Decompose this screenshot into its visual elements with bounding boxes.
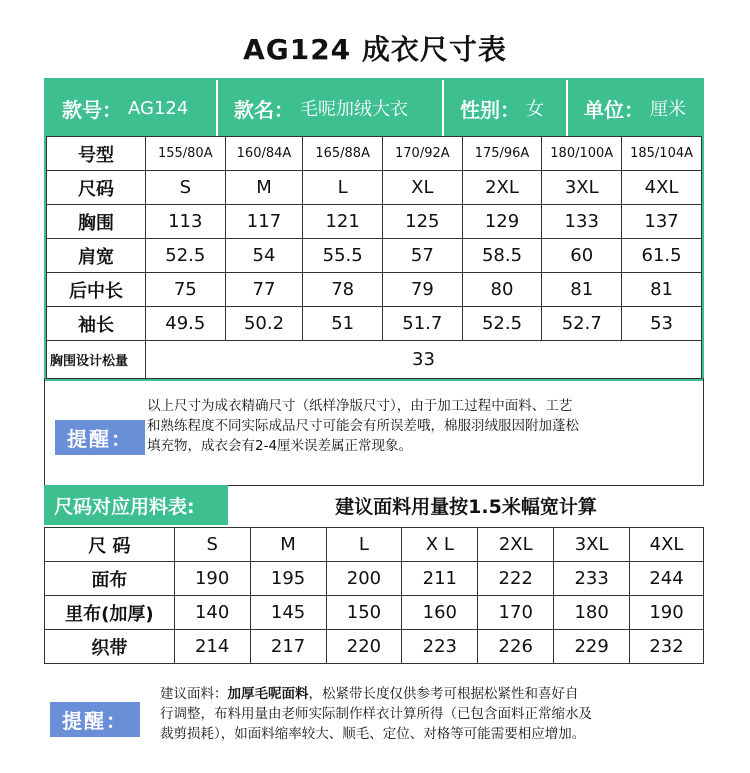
size-cell: 137	[622, 205, 702, 239]
size-cell: 125	[383, 205, 463, 239]
size-cell: 165/88A	[303, 137, 383, 171]
ease-label: 胸围设计松量	[47, 341, 146, 379]
fabric-cell: 170	[478, 596, 554, 630]
size-cell: 180/100A	[542, 137, 622, 171]
fabric-cell: 223	[402, 630, 478, 664]
size-cell: 49.5	[145, 307, 225, 341]
unit-label: 单位：	[584, 97, 644, 122]
fabric-cell: 190	[630, 596, 704, 630]
reminder-2-prefix: 建议面料：	[160, 686, 228, 702]
size-cell: 170/92A	[383, 137, 463, 171]
reminder-2-bold: 加厚毛呢面料	[227, 686, 309, 702]
fabric-section-title: 建议面料用量按1.5米幅宽计算	[335, 495, 597, 518]
fabric-row	[45, 562, 704, 596]
size-cell: M	[225, 171, 303, 205]
reminder-2-line-3: 裁剪损耗），如面料缩率较大、顺毛、定位、对格等可能需要相应增加。	[160, 726, 586, 742]
row-label: 后中长	[47, 273, 146, 307]
fabric-cell: 222	[478, 562, 554, 596]
reminder-2-line-2: 行调整，布料用量由老师实际制作样衣计算所得（已包含面料正常缩水及	[160, 706, 592, 722]
fabric-row-label: 里布(加厚)	[45, 596, 175, 630]
fabric-header-row	[45, 528, 704, 562]
size-cell: 160/84A	[225, 137, 303, 171]
row-label: 尺码	[47, 171, 146, 205]
fabric-cell: 200	[326, 562, 402, 596]
size-cell: 51.7	[383, 307, 463, 341]
size-cell: 55.5	[303, 239, 383, 273]
fabric-size-header: X L	[402, 528, 478, 562]
gender-label: 性别：	[460, 97, 520, 122]
fabric-table	[44, 527, 704, 664]
size-cell: 81	[622, 273, 702, 307]
size-cell: 57	[383, 239, 463, 273]
fabric-row	[45, 630, 704, 664]
fabric-size-header: S	[174, 528, 250, 562]
size-table	[46, 136, 702, 379]
size-cell: S	[145, 171, 225, 205]
size-row	[47, 205, 702, 239]
size-cell: 75	[145, 273, 225, 307]
size-cell: 60	[542, 239, 622, 273]
reminder-2-line-1	[160, 684, 700, 704]
row-label: 号型	[47, 137, 146, 171]
gender-cell	[442, 80, 566, 136]
size-cell: 50.2	[225, 307, 303, 341]
fabric-cell: 214	[174, 630, 250, 664]
fabric-cell: 145	[250, 596, 326, 630]
fabric-cell: 233	[554, 562, 630, 596]
gender-value: 女	[526, 99, 544, 120]
ease-row	[47, 341, 702, 379]
row-label: 袖长	[47, 307, 146, 341]
fabric-cell: 217	[250, 630, 326, 664]
ease-value: 33	[145, 341, 701, 379]
fabric-cell: 160	[402, 596, 478, 630]
size-cell: 121	[303, 205, 383, 239]
reminder-box-1	[44, 378, 704, 486]
size-cell: 113	[145, 205, 225, 239]
size-cell: 53	[622, 307, 702, 341]
style-name-cell	[216, 80, 442, 136]
fabric-cell: 140	[174, 596, 250, 630]
fabric-cell: 229	[554, 630, 630, 664]
fabric-size-header: 3XL	[554, 528, 630, 562]
style-name-value: 毛呢加绒大衣	[300, 99, 408, 120]
style-no-value: AG124	[128, 97, 189, 119]
unit-cell	[566, 80, 702, 136]
size-cell: 80	[462, 273, 542, 307]
fabric-cell: 150	[326, 596, 402, 630]
row-label: 胸围	[47, 205, 146, 239]
style-no-cell	[46, 80, 216, 136]
size-row	[47, 137, 702, 171]
size-cell: 155/80A	[145, 137, 225, 171]
size-cell: 54	[225, 239, 303, 273]
size-cell: 79	[383, 273, 463, 307]
size-cell: 52.7	[542, 307, 622, 341]
size-cell: 2XL	[462, 171, 542, 205]
size-cell: 52.5	[145, 239, 225, 273]
size-cell: 81	[542, 273, 622, 307]
reminder-1-line-2: 和熟练程度不同实际成品尺寸可能会有所误差哦，棉服羽绒服因附加蓬松	[147, 418, 579, 434]
fabric-cell: 211	[402, 562, 478, 596]
fabric-cell: 232	[630, 630, 704, 664]
size-chart-frame	[44, 78, 704, 381]
header-bar	[46, 80, 702, 136]
fabric-cell: 180	[554, 596, 630, 630]
size-cell: 52.5	[462, 307, 542, 341]
fabric-cell: 244	[630, 562, 704, 596]
fabric-size-header: 4XL	[630, 528, 704, 562]
reminder-badge-2: 提醒：	[50, 702, 140, 737]
size-row	[47, 307, 702, 341]
size-cell: 3XL	[542, 171, 622, 205]
size-cell: 117	[225, 205, 303, 239]
style-no-label: 款号：	[62, 97, 122, 122]
reminder-badge-1: 提醒：	[55, 420, 145, 455]
fabric-size-header: 2XL	[478, 528, 554, 562]
size-cell: 185/104A	[622, 137, 702, 171]
size-cell: L	[303, 171, 383, 205]
size-row	[47, 171, 702, 205]
fabric-cell: 190	[174, 562, 250, 596]
fabric-row-label: 面布	[45, 562, 175, 596]
fabric-header-label: 尺 码	[45, 528, 175, 562]
page-title: AG124 成衣尺寸表	[243, 33, 507, 66]
fabric-size-header: M	[250, 528, 326, 562]
size-cell: 78	[303, 273, 383, 307]
size-cell: 77	[225, 273, 303, 307]
size-cell: 129	[462, 205, 542, 239]
size-cell: XL	[383, 171, 463, 205]
fabric-cell: 226	[478, 630, 554, 664]
row-label: 肩宽	[47, 239, 146, 273]
fabric-cell: 220	[326, 630, 402, 664]
reminder-2-rest: ，松紧带长度仅供参考可根据松紧性和喜好自	[308, 686, 579, 702]
fabric-size-header: L	[326, 528, 402, 562]
size-row	[47, 273, 702, 307]
fabric-cell: 195	[250, 562, 326, 596]
size-cell: 4XL	[622, 171, 702, 205]
reminder-text-2	[160, 684, 700, 744]
unit-value: 厘米	[650, 99, 686, 120]
fabric-row-label: 织带	[45, 630, 175, 664]
fabric-section-label: 尺码对应用料表:	[44, 485, 228, 525]
fabric-row	[45, 596, 704, 630]
size-cell: 51	[303, 307, 383, 341]
reminder-1-line-1: 以上尺寸为成衣精确尺寸（纸样净版尺寸），由于加工过程中面料、工艺	[147, 398, 573, 414]
size-cell: 175/96A	[462, 137, 542, 171]
size-cell: 133	[542, 205, 622, 239]
style-name-label: 款名：	[234, 97, 294, 122]
reminder-text-1	[147, 396, 697, 456]
reminder-1-line-3: 填充物，成衣会有2-4厘米误差属正常现象。	[147, 438, 413, 454]
size-row	[47, 239, 702, 273]
size-cell: 58.5	[462, 239, 542, 273]
size-cell: 61.5	[622, 239, 702, 273]
reminder-box-2	[44, 680, 704, 760]
